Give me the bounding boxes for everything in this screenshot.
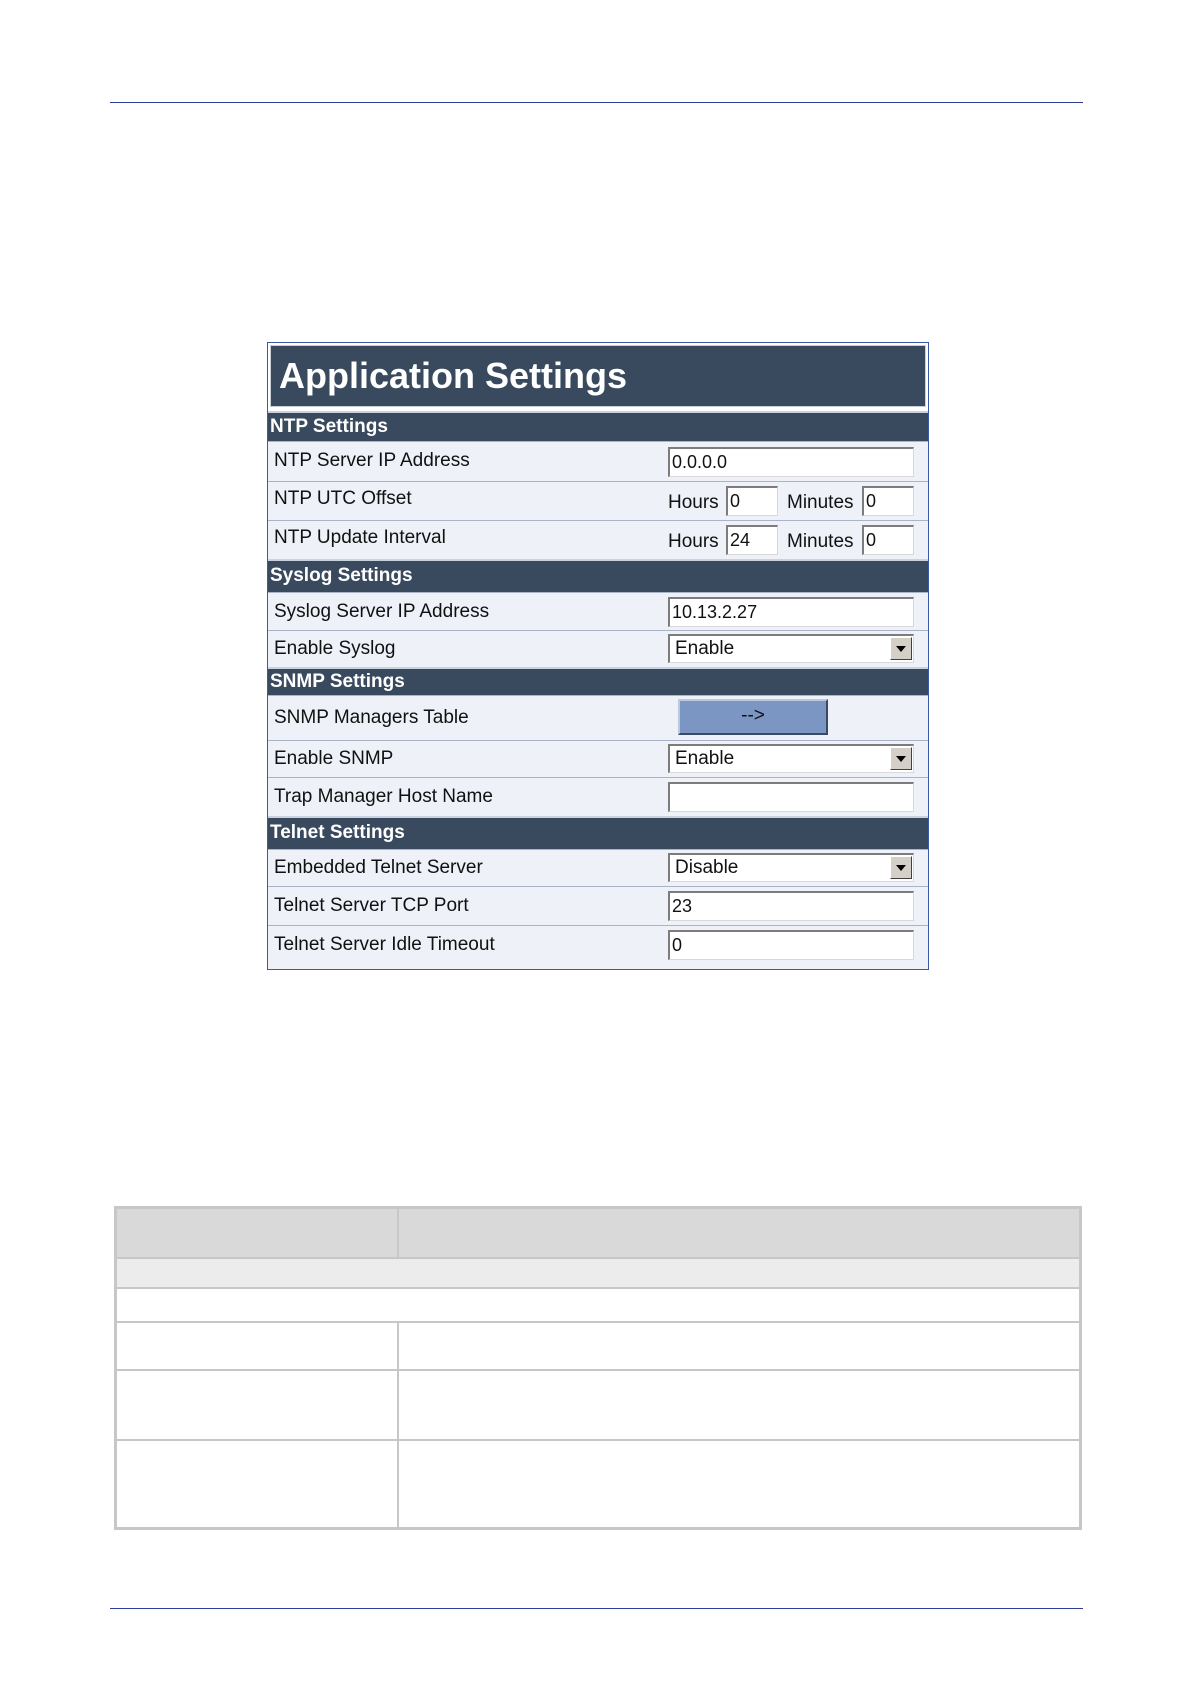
row-trap-manager-host <box>268 777 928 816</box>
section-header-syslog: Syslog Settings <box>268 559 928 592</box>
snmp-managers-table-label: SNMP Managers Table <box>274 707 469 728</box>
row-enable-snmp <box>268 740 928 777</box>
row-ntp-update-interval <box>268 520 928 559</box>
row-snmp-managers-table <box>268 695 928 740</box>
row-enable-syslog <box>268 630 928 667</box>
enable-syslog-select[interactable] <box>668 634 914 663</box>
ntp-server-ip-input[interactable]: 0.0.0.0 <box>668 447 914 477</box>
trap-manager-host-label: Trap Manager Host Name <box>274 786 493 807</box>
ntp-utc-offset-minutes-input[interactable]: 0 <box>862 486 914 516</box>
page-title: Application Settings <box>270 345 926 407</box>
enable-snmp-label: Enable SNMP <box>274 748 394 769</box>
ntp-update-interval-minutes-input[interactable]: 0 <box>862 525 914 555</box>
snmp-managers-table-button[interactable]: --> <box>678 699 828 735</box>
table-row <box>117 1371 1079 1441</box>
ntp-update-interval-hours-input[interactable]: 24 <box>726 525 778 555</box>
column-divider <box>397 1323 399 1369</box>
section-header-ntp: NTP Settings <box>268 411 928 441</box>
hours-label: Hours <box>668 492 719 513</box>
table-row <box>117 1441 1079 1527</box>
chevron-down-icon[interactable] <box>890 856 912 879</box>
enable-syslog-value: Enable <box>675 638 735 659</box>
ntp-update-interval-label: NTP Update Interval <box>274 527 446 548</box>
row-telnet-tcp-port <box>268 886 928 925</box>
ntp-server-ip-label: NTP Server IP Address <box>274 450 470 471</box>
embedded-telnet-server-value: Disable <box>675 857 739 878</box>
ntp-utc-offset-label: NTP UTC Offset <box>274 488 412 509</box>
minutes-label: Minutes <box>787 492 854 513</box>
table-section-row <box>117 1289 1079 1323</box>
trap-manager-host-input[interactable] <box>668 782 914 812</box>
ntp-utc-offset-hours-input[interactable]: 0 <box>726 486 778 516</box>
syslog-server-ip-input[interactable]: 10.13.2.27 <box>668 597 914 627</box>
row-telnet-idle-timeout <box>268 925 928 969</box>
application-settings-screenshot <box>267 342 929 970</box>
header-rule <box>110 102 1083 103</box>
table-header <box>117 1209 1079 1259</box>
row-ntp-server-ip <box>268 441 928 481</box>
minutes-label: Minutes <box>787 531 854 552</box>
section-header-snmp: SNMP Settings <box>268 667 928 695</box>
embedded-telnet-server-select[interactable] <box>668 853 914 882</box>
row-embedded-telnet-server <box>268 849 928 886</box>
table-section-row <box>117 1259 1079 1289</box>
chevron-down-icon[interactable] <box>890 747 912 770</box>
table-row <box>117 1323 1079 1371</box>
column-divider <box>397 1371 399 1439</box>
syslog-server-ip-label: Syslog Server IP Address <box>274 601 490 622</box>
row-syslog-server-ip <box>268 592 928 630</box>
column-divider <box>397 1441 399 1527</box>
embedded-telnet-server-label: Embedded Telnet Server <box>274 857 483 878</box>
hours-label: Hours <box>668 531 719 552</box>
enable-snmp-select[interactable] <box>668 744 914 773</box>
enable-syslog-label: Enable Syslog <box>274 638 396 659</box>
column-divider <box>397 1209 399 1257</box>
telnet-idle-timeout-label: Telnet Server Idle Timeout <box>274 934 495 955</box>
parameter-table <box>114 1206 1082 1530</box>
telnet-idle-timeout-input[interactable]: 0 <box>668 930 914 960</box>
row-ntp-utc-offset <box>268 481 928 520</box>
telnet-tcp-port-label: Telnet Server TCP Port <box>274 895 469 916</box>
enable-snmp-value: Enable <box>675 748 735 769</box>
chevron-down-icon[interactable] <box>890 637 912 660</box>
footer-rule <box>110 1608 1083 1609</box>
telnet-tcp-port-input[interactable]: 23 <box>668 891 914 921</box>
section-header-telnet: Telnet Settings <box>268 816 928 849</box>
